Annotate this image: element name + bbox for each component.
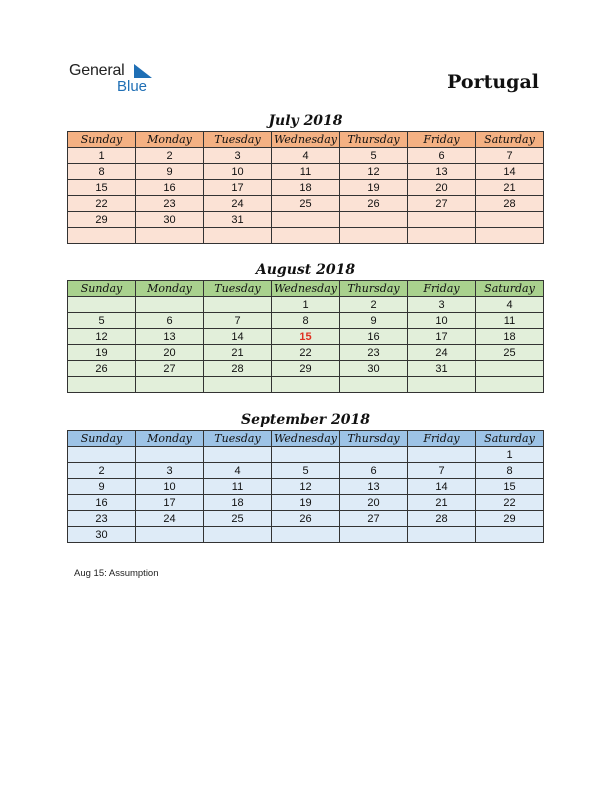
day-cell: 19 <box>272 495 340 511</box>
day-cell: 30 <box>136 212 204 228</box>
week-row <box>68 329 544 345</box>
weekday-header: Wednesday <box>272 132 340 148</box>
day-cell <box>408 447 476 463</box>
day-cell: 5 <box>68 313 136 329</box>
day-cell: 4 <box>476 297 544 313</box>
day-cell: 21 <box>204 345 272 361</box>
day-cell: 25 <box>204 511 272 527</box>
week-row <box>68 313 544 329</box>
day-cell: 7 <box>408 463 476 479</box>
day-cell: 16 <box>136 180 204 196</box>
day-cell <box>408 377 476 393</box>
day-cell: 15 <box>476 479 544 495</box>
day-cell: 11 <box>476 313 544 329</box>
week-row <box>68 511 544 527</box>
day-cell: 26 <box>68 361 136 377</box>
weekday-header-row <box>68 281 544 297</box>
day-cell: 2 <box>136 148 204 164</box>
day-cell <box>136 527 204 543</box>
weekday-header: Saturday <box>476 132 544 148</box>
weekday-header: Saturday <box>476 281 544 297</box>
week-row <box>68 361 544 377</box>
day-cell: 13 <box>408 164 476 180</box>
day-cell: 27 <box>136 361 204 377</box>
day-cell: 16 <box>68 495 136 511</box>
day-cell: 21 <box>476 180 544 196</box>
day-cell: 1 <box>68 148 136 164</box>
day-cell: 16 <box>340 329 408 345</box>
day-cell: 17 <box>408 329 476 345</box>
day-cell: 8 <box>68 164 136 180</box>
day-cell: 29 <box>272 361 340 377</box>
day-cell: 2 <box>340 297 408 313</box>
day-cell <box>408 527 476 543</box>
logo-blue-text: Blue <box>117 78 148 95</box>
day-cell: 12 <box>340 164 408 180</box>
day-cell <box>68 228 136 244</box>
day-cell: 20 <box>408 180 476 196</box>
day-cell: 28 <box>476 196 544 212</box>
day-cell <box>136 228 204 244</box>
day-cell: 5 <box>272 463 340 479</box>
day-cell <box>272 212 340 228</box>
day-cell: 26 <box>272 511 340 527</box>
day-cell: 23 <box>340 345 408 361</box>
day-cell <box>408 228 476 244</box>
day-cell: 20 <box>136 345 204 361</box>
week-row <box>68 527 544 543</box>
week-row <box>68 345 544 361</box>
weekday-header: Sunday <box>68 132 136 148</box>
day-cell: 27 <box>340 511 408 527</box>
day-cell <box>204 297 272 313</box>
week-row <box>68 479 544 495</box>
day-cell: 1 <box>476 447 544 463</box>
day-cell <box>204 527 272 543</box>
day-cell: 6 <box>136 313 204 329</box>
day-cell: 10 <box>408 313 476 329</box>
day-cell <box>136 377 204 393</box>
day-cell: 21 <box>408 495 476 511</box>
day-cell <box>68 447 136 463</box>
day-cell: 8 <box>476 463 544 479</box>
weekday-header-row <box>68 132 544 148</box>
day-cell: 10 <box>204 164 272 180</box>
day-cell: 3 <box>204 148 272 164</box>
week-row <box>68 377 544 393</box>
day-cell: 7 <box>204 313 272 329</box>
day-cell: 14 <box>408 479 476 495</box>
weekday-header: Saturday <box>476 431 544 447</box>
day-cell: 18 <box>204 495 272 511</box>
weekday-header: Thursday <box>340 132 408 148</box>
calendar-table <box>67 131 544 244</box>
day-cell <box>476 377 544 393</box>
month-september <box>67 411 544 543</box>
day-cell <box>272 228 340 244</box>
day-cell: 19 <box>340 180 408 196</box>
weekday-header: Monday <box>136 281 204 297</box>
week-row <box>68 212 544 228</box>
day-cell: 20 <box>340 495 408 511</box>
month-august <box>67 261 544 393</box>
month-july <box>67 112 544 244</box>
day-cell: 30 <box>340 361 408 377</box>
day-cell: 2 <box>68 463 136 479</box>
day-cell: 9 <box>340 313 408 329</box>
day-cell: 25 <box>476 345 544 361</box>
day-cell: 3 <box>408 297 476 313</box>
day-cell <box>204 377 272 393</box>
day-cell <box>68 377 136 393</box>
week-row <box>68 228 544 244</box>
month-title: July 2018 <box>268 113 343 129</box>
day-cell: 15 <box>272 329 340 345</box>
day-cell: 22 <box>476 495 544 511</box>
weekday-header: Wednesday <box>272 281 340 297</box>
day-cell <box>204 228 272 244</box>
day-cell: 12 <box>68 329 136 345</box>
day-cell: 6 <box>408 148 476 164</box>
day-cell <box>68 297 136 313</box>
generalblue-logo <box>69 62 169 96</box>
weekday-header: Tuesday <box>204 431 272 447</box>
day-cell: 4 <box>204 463 272 479</box>
day-cell: 17 <box>136 495 204 511</box>
weekday-header: Tuesday <box>204 281 272 297</box>
day-cell: 26 <box>340 196 408 212</box>
day-cell: 24 <box>408 345 476 361</box>
weekday-header: Thursday <box>340 431 408 447</box>
day-cell: 6 <box>340 463 408 479</box>
week-row <box>68 148 544 164</box>
day-cell: 5 <box>340 148 408 164</box>
weekday-header: Friday <box>408 431 476 447</box>
day-cell: 9 <box>68 479 136 495</box>
weekday-header-row <box>68 431 544 447</box>
holiday-note: Aug 15: Assumption <box>74 568 159 579</box>
day-cell: 9 <box>136 164 204 180</box>
day-cell: 14 <box>204 329 272 345</box>
day-cell: 11 <box>272 164 340 180</box>
day-cell <box>340 447 408 463</box>
week-row <box>68 196 544 212</box>
day-cell: 14 <box>476 164 544 180</box>
weekday-header: Sunday <box>68 431 136 447</box>
month-title: August 2018 <box>255 262 356 278</box>
day-cell: 3 <box>136 463 204 479</box>
day-cell: 30 <box>68 527 136 543</box>
day-cell: 8 <box>272 313 340 329</box>
weekday-header: Friday <box>408 132 476 148</box>
day-cell <box>408 212 476 228</box>
day-cell <box>272 527 340 543</box>
day-cell <box>272 447 340 463</box>
day-cell: 24 <box>204 196 272 212</box>
day-cell <box>476 228 544 244</box>
day-cell: 22 <box>272 345 340 361</box>
day-cell <box>340 377 408 393</box>
logo-general-text: General <box>69 62 125 79</box>
day-cell: 7 <box>476 148 544 164</box>
day-cell: 18 <box>272 180 340 196</box>
day-cell: 18 <box>476 329 544 345</box>
day-cell: 11 <box>204 479 272 495</box>
day-cell: 24 <box>136 511 204 527</box>
day-cell: 13 <box>340 479 408 495</box>
week-row <box>68 297 544 313</box>
day-cell: 28 <box>204 361 272 377</box>
month-title: September 2018 <box>241 412 370 428</box>
day-cell: 29 <box>476 511 544 527</box>
day-cell: 19 <box>68 345 136 361</box>
day-cell: 1 <box>272 297 340 313</box>
week-row <box>68 495 544 511</box>
weekday-header: Thursday <box>340 281 408 297</box>
day-cell <box>340 527 408 543</box>
week-row <box>68 164 544 180</box>
day-cell: 4 <box>272 148 340 164</box>
weekday-header: Friday <box>408 281 476 297</box>
day-cell: 17 <box>204 180 272 196</box>
country-title: Portugal <box>447 71 539 93</box>
day-cell: 31 <box>204 212 272 228</box>
day-cell: 28 <box>408 511 476 527</box>
calendar-table <box>67 430 544 543</box>
weekday-header: Monday <box>136 431 204 447</box>
day-cell <box>476 527 544 543</box>
day-cell: 29 <box>68 212 136 228</box>
calendar-table <box>67 280 544 393</box>
day-cell: 12 <box>272 479 340 495</box>
week-row <box>68 463 544 479</box>
day-cell <box>340 212 408 228</box>
day-cell <box>272 377 340 393</box>
weekday-header: Wednesday <box>272 431 340 447</box>
day-cell: 10 <box>136 479 204 495</box>
day-cell: 22 <box>68 196 136 212</box>
weekday-header: Monday <box>136 132 204 148</box>
day-cell <box>136 447 204 463</box>
day-cell: 23 <box>136 196 204 212</box>
day-cell: 15 <box>68 180 136 196</box>
week-row <box>68 180 544 196</box>
day-cell: 31 <box>408 361 476 377</box>
day-cell: 23 <box>68 511 136 527</box>
day-cell: 13 <box>136 329 204 345</box>
day-cell <box>340 228 408 244</box>
weekday-header: Tuesday <box>204 132 272 148</box>
week-row <box>68 447 544 463</box>
weekday-header: Sunday <box>68 281 136 297</box>
day-cell <box>204 447 272 463</box>
day-cell: 25 <box>272 196 340 212</box>
day-cell: 27 <box>408 196 476 212</box>
day-cell <box>476 361 544 377</box>
day-cell <box>136 297 204 313</box>
day-cell <box>476 212 544 228</box>
logo-flag-icon <box>134 64 152 78</box>
